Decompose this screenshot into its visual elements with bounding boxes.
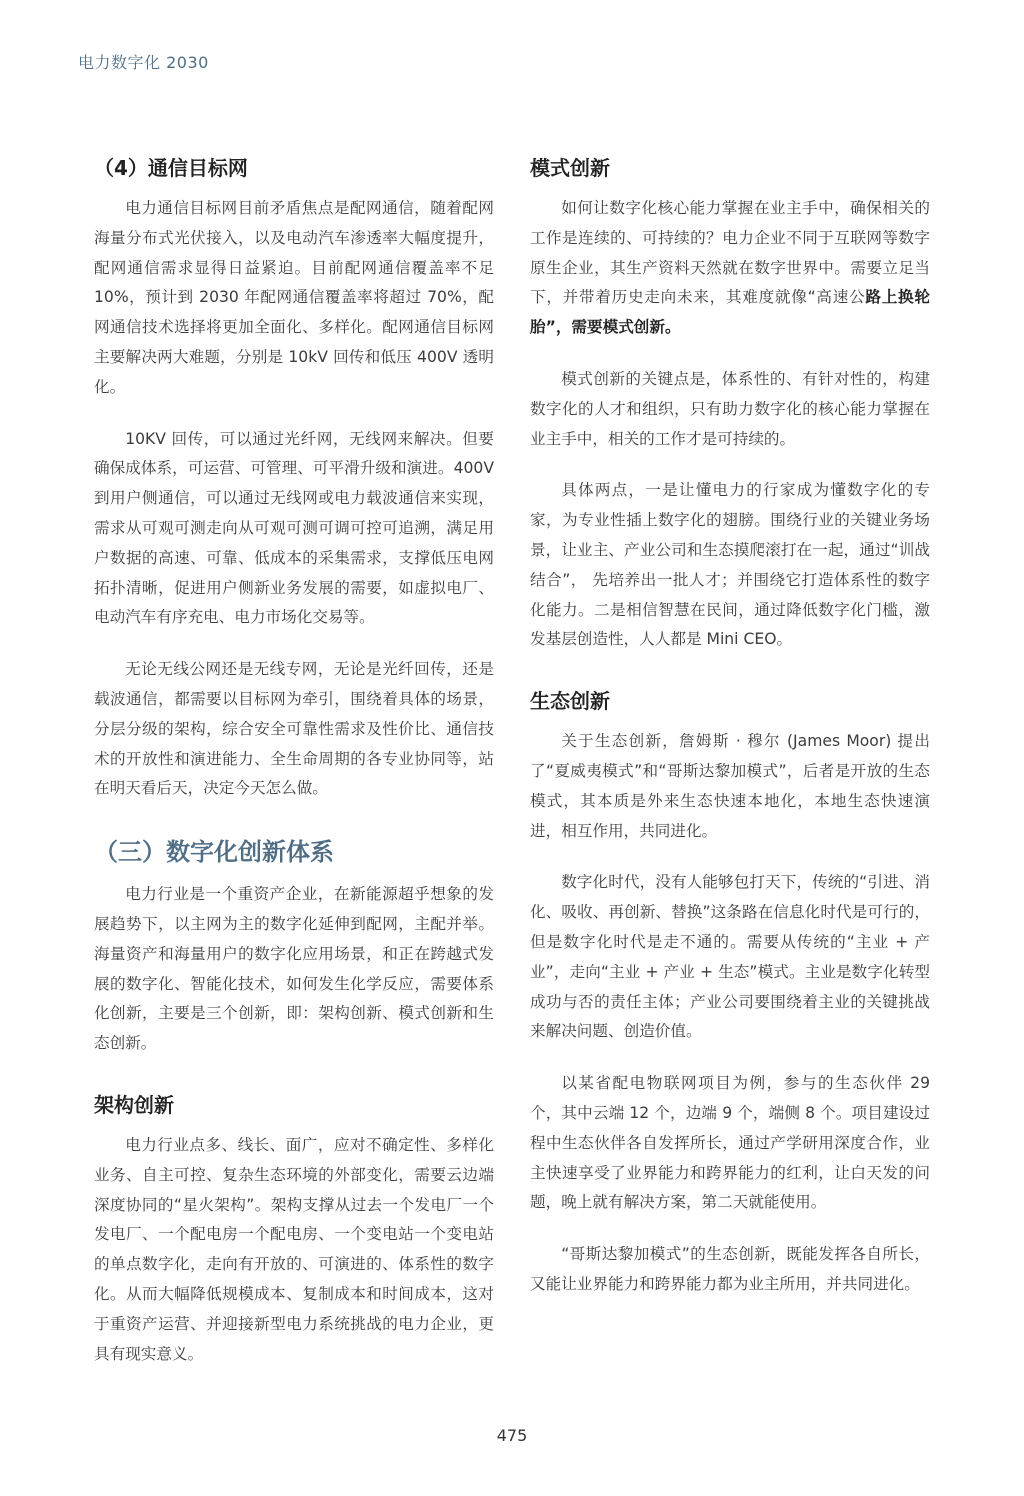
- paragraph: 以某省配电物联网项目为例，参与的生态伙伴 29 个，其中云端 12 个，边端 9 个，端侧 8 个。项目建设过程中生态伙伴各自发挥所长，通过产学研用深度合作，业主快速享受了业界能力和跨界能力的红利，让白天发的问题，晚上就有解决方案，第二天就能使用。: [530, 1074, 930, 1212]
- paragraph-text: 如何让数字化核心能力掌握在业主手中，确保相关的工作是连续的、可持续的？电力企业不同于互联网等数字原生企业，其生产资料天然就在数字世界中。需要立足当下，并带着历史走向未来，其难度就像“高速公: [530, 199, 930, 307]
- paragraph: 关于生态创新，詹姆斯 · 穆尔 (James Moor) 提出了“夏威夷模式”和“哥斯达黎加模式”，后者是开放的生态模式，其本质是外来生态快速本地化，本地生态快速演进，相互作用，共同进化。: [530, 732, 930, 840]
- paragraph: 电力通信目标网目前矛盾焦点是配网通信，随着配网海量分布式光伏接入，以及电动汽车渗透率大幅度提升，配网通信需求显得日益紧迫。目前配网通信覆盖率不足 10%，预计到 2030 年配网通信覆盖率将超过 70%，配网通信技术选择将更加全面化、多样化。配网通信目标网主要解决两大难题，分别是 10kV 回传和低压 400V 透明化。: [94, 199, 494, 396]
- paragraph: 10KV 回传，可以通过光纤网，无线网来解决。但要确保成体系，可运营、可管理、可平滑升级和演进。400V 到用户侧通信，可以通过无线网或电力载波通信来实现，需求从可观可测走向从可观可测可调可控可追溯，满足用户数据的高速、可靠、低成本的采集需求，支撑低压电网拓扑清晰，促进用户侧新业务发展的需要，如虚拟电厂、电动汽车有序充电、电力市场化交易等。: [94, 429, 494, 627]
- right-column: [530, 150, 930, 1300]
- paragraph: [530, 194, 930, 343]
- paragraph: 电力行业点多、线长、面广，应对不确定性、多样化业务、自主可控、复杂生态环境的外部变化，需要云边端深度协同的“星火架构”。架构支撑从过去一个发电厂一个发电厂、一个配电房一个配电房、一个变电站一个变电站的单点数字化，走向有开放的、可演进的、体系性的数字化。从而大幅降低规模成本、复制成本和时间成本，这对于重资产运营、并迎接新型电力系统挑战的电力企业，更具有现实意义。: [94, 1135, 494, 1363]
- heading-architecture-innovation: 架构创新: [94, 1092, 174, 1117]
- page-number: 475: [496, 1426, 528, 1445]
- heading-ecosystem-innovation: 生态创新: [530, 689, 610, 714]
- heading-communication-target-network: （4）通信目标网: [94, 156, 248, 180]
- heading-mode-innovation: 模式创新: [530, 156, 610, 180]
- section-heading-digital-innovation-system: （三）数字化创新体系: [94, 838, 334, 867]
- left-column: [94, 150, 494, 1369]
- paragraph: 无论无线公网还是无线专网，无论是光纤回传，还是载波通信，都需要以目标网为牵引，围绕着具体的场景，分层分级的架构，综合安全可靠性需求及性价比、通信技术的开放性和演进能力、全生命周期的各专业协同等，站在明天看后天，决定今天怎么做。: [94, 660, 494, 798]
- emphasis-text: 路上换轮胎”，需要模式创新。: [530, 288, 930, 337]
- paragraph: 数字化时代，没有人能够包打天下，传统的“引进、消化、吸收、再创新、替换”这条路在信息化时代是可行的，但是数字化时代是走不通的。需要从传统的“主业 + 产业”，走向“主业 + 产业 + 生态”模式。主业是数字化转型成功与否的责任主体；产业公司要围绕着主业的关键挑战来解决问题、创造价值。: [530, 873, 930, 1041]
- paragraph: 具体两点，一是让懂电力的行家成为懂数字化的专家，为专业性插上数字化的翅膀。围绕行业的关键业务场景，让业主、产业公司和生态摸爬滚打在一起，通过“训战结合”， 先培养出一批人才；并围绕它打造体系性的数字化能力。二是相信智慧在民间，通过降低数字化门槛，激发基层创造性，人人都是 Mini CEO。: [530, 481, 930, 649]
- paragraph: 电力行业是一个重资产企业，在新能源超乎想象的发展趋势下，以主网为主的数字化延伸到配网，主配并举。海量资产和海量用户的数字化应用场景，和正在跨越式发展的数字化、智能化技术，如何发生化学反应，需要体系化创新，主要是三个创新，即：架构创新、模式创新和生态创新。: [94, 885, 494, 1053]
- running-header: 电力数字化 2030: [78, 53, 209, 72]
- paragraph: “哥斯达黎加模式”的生态创新，既能发挥各自所长，又能让业界能力和跨界能力都为业主所用，并共同进化。: [530, 1245, 930, 1293]
- paragraph: 模式创新的关键点是，体系性的、有针对性的，构建数字化的人才和组织，只有助力数字化的核心能力掌握在业主手中，相关的工作才是可持续的。: [530, 369, 930, 448]
